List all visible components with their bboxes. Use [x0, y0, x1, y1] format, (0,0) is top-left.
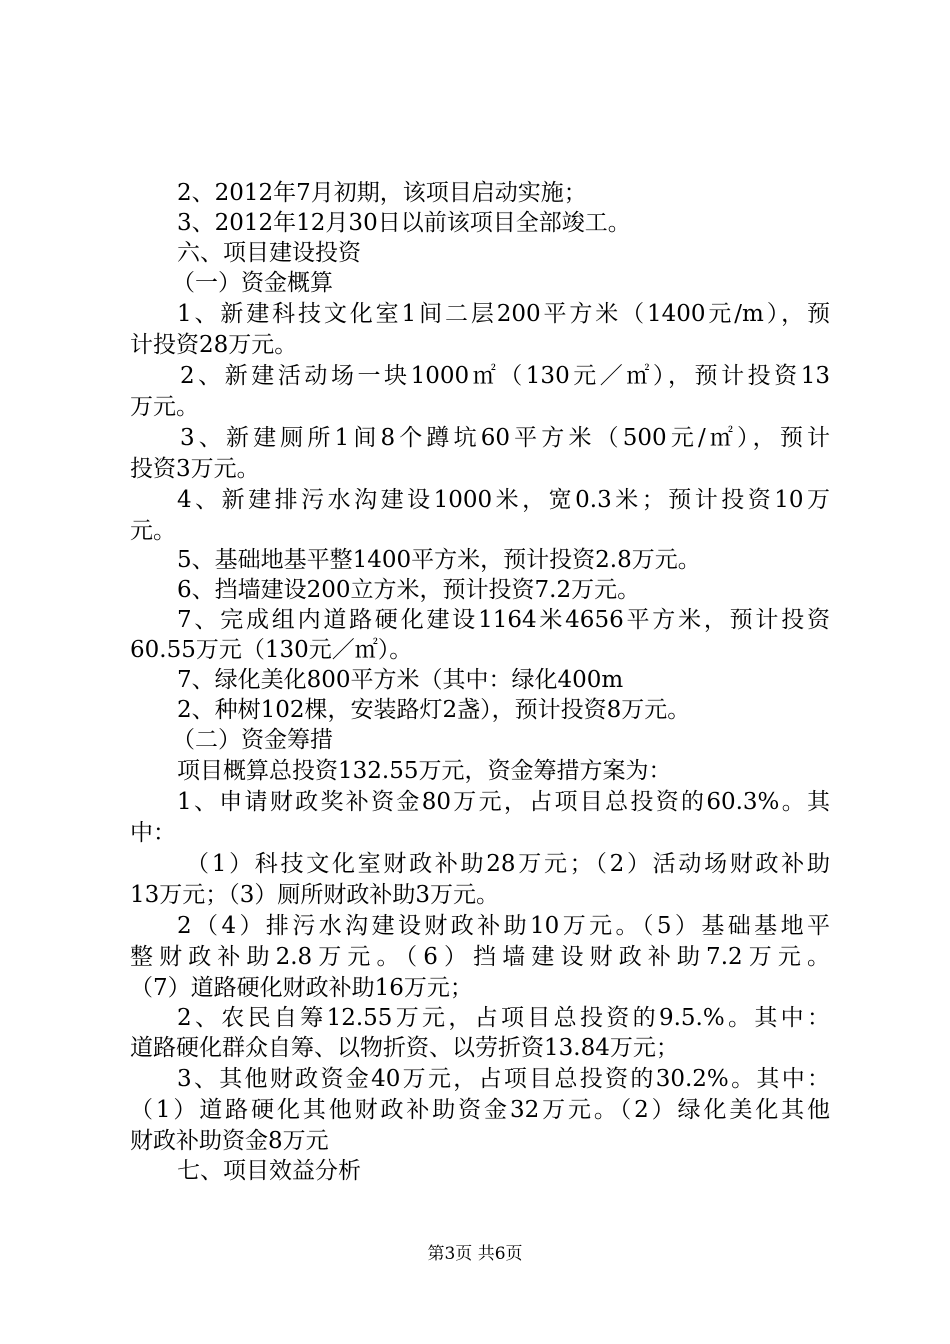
paragraph-line: 3、2012年12月30日以前该项目全部竣工。: [177, 210, 631, 236]
paragraph-line: 2（4）排污水沟建设财政补助10万元。（5）基础基地平: [177, 913, 830, 939]
paragraph-line: 1、申请财政奖补资金80万元，占项目总投资的60.3%。其: [177, 789, 830, 815]
paragraph-line: 6、挡墙建设200立方米，预计投资7.2万元。: [177, 577, 641, 603]
subsection-heading: （二）资金筹措: [172, 727, 333, 753]
section-heading: 七、项目效益分析: [177, 1158, 361, 1184]
paragraph-line: 计投资28万元。: [130, 332, 298, 358]
paragraph-line: 整财政补助2.8万元。（6）挡墙建设财政补助7.2万元。: [130, 944, 830, 970]
paragraph-line: 2、2012年7月初期，该项目启动实施；: [177, 180, 587, 206]
paragraph-line: 1、新建科技文化室1间二层200平方米（1400元/m），预: [177, 301, 830, 327]
page-footer: 第3页 共6页: [427, 1244, 523, 1264]
paragraph-line: 2、新建活动场一块1000㎡（130元／㎡），预计投资13: [180, 363, 830, 389]
paragraph-line: 元。: [130, 518, 176, 544]
paragraph-line: 万元。: [130, 394, 199, 420]
paragraph-line: 7、完成组内道路硬化建设1164米4656平方米，预计投资: [177, 607, 830, 633]
subsection-heading: （一）资金概算: [172, 270, 333, 296]
paragraph-line: 13万元；（3）厕所财政补助3万元。: [130, 882, 500, 908]
paragraph-line: 2、种树102棵，安装路灯2盏），预计投资8万元。: [177, 697, 691, 723]
paragraph-line: 5、基础地基平整1400平方米，预计投资2.8万元。: [177, 547, 701, 573]
paragraph-line: 2、农民自筹12.55万元，占项目总投资的9.5.%。其中：: [177, 1005, 830, 1031]
paragraph-line: （7）道路硬化财政补助16万元；: [130, 975, 473, 1001]
paragraph-line: 7、绿化美化800平方米（其中：绿化400m: [177, 667, 624, 693]
paragraph-line: 财政补助资金8万元: [130, 1128, 329, 1154]
paragraph-line: 60.55万元（130元／㎡）。: [130, 637, 413, 663]
paragraph-line: 道路硬化群众自筹、以物折资、以劳折资13.84万元；: [130, 1035, 679, 1061]
paragraph-line: （1）道路硬化其他财政补助资金32万元。（2）绿化美化其他: [130, 1097, 830, 1123]
paragraph-line: 中：: [130, 820, 176, 846]
section-heading: 六、项目建设投资: [177, 240, 361, 266]
paragraph-line: （1）科技文化室财政补助28万元；（2）活动场财政补助: [186, 851, 830, 877]
paragraph-line: 3、新建厕所1间8个蹲坑60平方米（500元/㎡），预计: [180, 425, 830, 451]
paragraph-line: 4、新建排污水沟建设1000米，宽0.3米；预计投资10万: [177, 487, 830, 513]
paragraph-line: 项目概算总投资132.55万元，资金筹措方案为：: [177, 758, 672, 784]
paragraph-line: 投资3万元。: [130, 456, 260, 482]
paragraph-line: 3、其他财政资金40万元，占项目总投资的30.2%。其中：: [177, 1066, 830, 1092]
